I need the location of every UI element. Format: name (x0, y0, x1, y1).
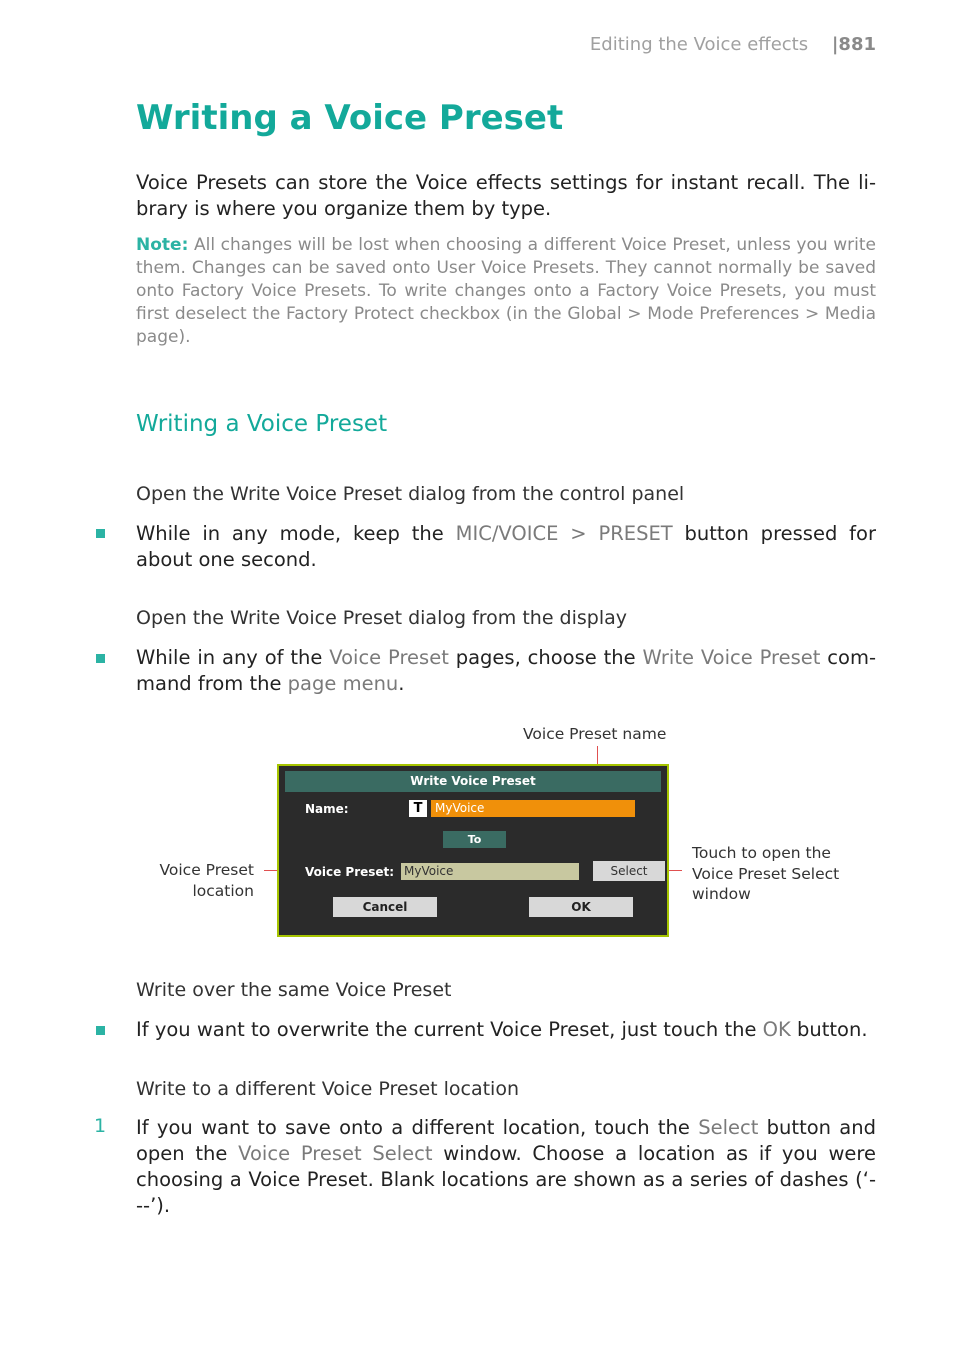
text-edit-icon[interactable]: T (409, 800, 427, 817)
keyword-mic-voice-preset: MIC/VOICE > PRESET (455, 522, 673, 545)
text: If you want to save onto a different location, touch the (136, 1116, 699, 1139)
callout-voice-preset-location (159, 860, 254, 901)
bullet-icon (96, 529, 105, 538)
text: If you want to overwrite the current Voice Preset, just touch the (136, 1018, 763, 1041)
text: pages, choose the (448, 646, 643, 669)
callout-voice-preset-name: Voice Preset name (523, 725, 667, 743)
text: command from the (136, 646, 877, 695)
callout-text: window (692, 885, 751, 903)
callout-text: location (192, 881, 254, 900)
text: window. Choose a location as if you were choosing a Voice Preset. Blank locations are shown as a series of dashes (‘---’). (136, 1142, 876, 1217)
voice-preset-label: Voice Preset: (305, 865, 395, 879)
step-number: 1 (94, 1115, 107, 1137)
step-control-panel (136, 521, 876, 573)
header-section: Editing the Voice effects (589, 34, 809, 55)
to-label: To (443, 831, 506, 848)
text: While in any of the (136, 646, 330, 669)
keyword-page-menu: page menu (287, 672, 399, 695)
cancel-button[interactable]: Cancel (333, 897, 437, 917)
text: . (398, 672, 405, 695)
keyword-voice-preset: Voice Preset (329, 646, 449, 669)
dialog-title: Write Voice Preset (285, 771, 661, 792)
callout-text: Voice Preset (159, 861, 254, 879)
bullet-icon (96, 1026, 105, 1035)
write-voice-preset-dialog (277, 764, 669, 937)
text: button. (790, 1018, 868, 1041)
name-label: Name: (305, 802, 349, 816)
keyword-ok: OK (762, 1018, 791, 1041)
callout-text: Touch to open the (692, 844, 831, 862)
page-number: |881 (831, 34, 876, 55)
select-button[interactable]: Select (593, 861, 665, 881)
subheading-write-over: Write over the same Voice Preset (136, 979, 452, 1001)
callout-text: Voice Preset Select (692, 864, 840, 883)
subheading-control-panel: Open the Write Voice Preset dialog from the control panel (136, 483, 685, 505)
keyword-write-voice-preset: Write Voice Preset (642, 646, 821, 669)
text: While in any mode, keep the (136, 522, 456, 545)
note-paragraph (136, 234, 876, 349)
page-title: Writing a Voice Preset (136, 98, 564, 138)
keyword-select: Select (698, 1116, 759, 1139)
callout-select-window (692, 843, 839, 905)
step-different-location (136, 1115, 876, 1219)
voice-preset-field: MyVoice (401, 863, 579, 880)
section-title: Writing a Voice Preset (136, 411, 388, 437)
note-text: All changes will be lost when choosing a different Voice Preset, unless you write them. Changes can be saved onto User Voice Presets. They cannot normally be saved onto Factory Voice Presets. To write changes onto a Factory Voice Presets, you must first deselect the Factory Protect checkbox (in the Global > Mode Preferences > Media page). (136, 235, 876, 347)
name-field[interactable]: MyVoice (431, 800, 635, 817)
step-write-over (136, 1017, 876, 1043)
keyword-voice-preset-select: Voice Preset Select (238, 1142, 433, 1165)
subheading-different-location: Write to a different Voice Preset location (136, 1078, 520, 1100)
step-display (136, 645, 876, 697)
running-header (590, 34, 876, 55)
text: button pressed for about one second. (136, 522, 876, 571)
bullet-icon (96, 654, 105, 663)
text: button and open the (136, 1116, 876, 1165)
ok-button[interactable]: OK (529, 897, 633, 917)
intro-paragraph: Voice Presets can store the Voice effects settings for instant recall. The library is where you organize them by type. (136, 171, 876, 220)
subheading-display: Open the Write Voice Preset dialog from the display (136, 607, 628, 629)
note-label: Note: (136, 235, 189, 255)
